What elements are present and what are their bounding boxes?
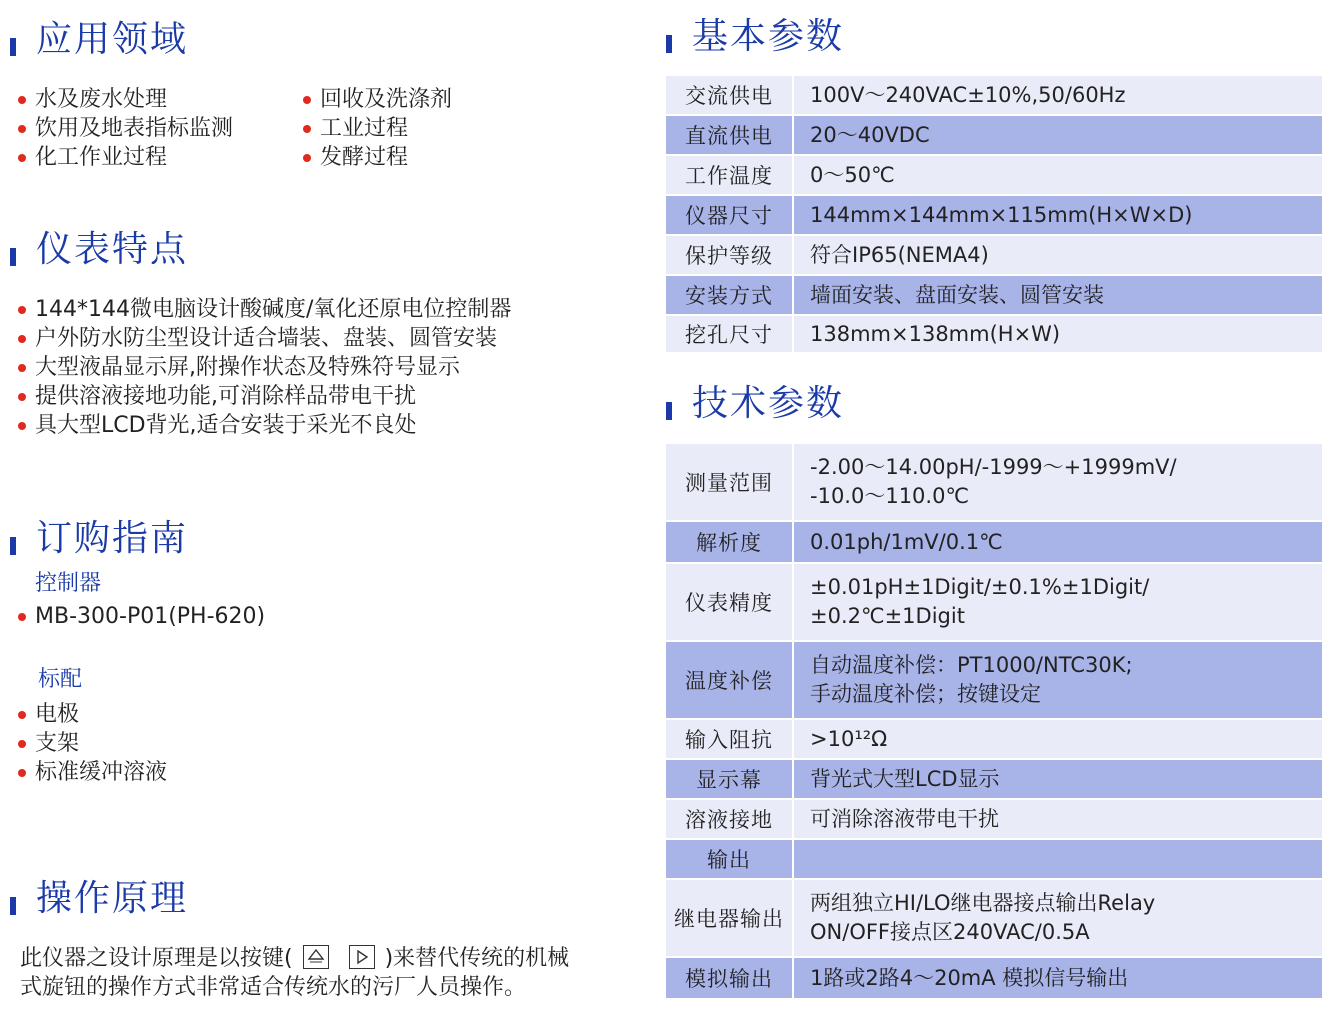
param-key: 输入阻抗 [666,720,792,760]
table-row [666,316,1322,354]
play-key-icon [349,945,375,969]
table-row [666,444,1322,522]
menu-key-icon [303,945,329,969]
list-item: 户外防水防尘型设计适合墙装、盘装、圆管安装 [18,324,511,353]
param-value [792,720,1322,760]
param-key: 显示幕 [666,760,792,800]
param-value-line1: -2.00～14.00pH/-1999～+1999mV/ [810,455,1177,479]
param-key: 继电器输出 [666,880,792,958]
tech-params-table [666,444,1322,1000]
heading-bar [10,897,16,915]
param-key: 测量范围 [666,444,792,522]
param-key: 安装方式 [666,276,792,316]
param-key: 直流供电 [666,116,792,156]
param-value [792,880,1322,958]
param-key: 解析度 [666,522,792,564]
table-row [666,236,1322,276]
standard-list [18,700,167,787]
list-item: 工业过程 [303,114,452,143]
list-item: 144*144微电脑设计酸碱度/氧化还原电位控制器 [18,295,511,324]
table-row [666,958,1322,1000]
section-title: 订购指南 [36,518,189,559]
list-item: 回收及洗涤剂 [303,85,452,114]
param-value [792,958,1322,1000]
section-principle [10,877,188,921]
principle-text-line2: 式旋钮的操作方式非常适合传统水的污厂人员操作。 [20,975,527,1000]
param-value: 100V～240VAC±10%,50/60Hz [792,76,1322,116]
param-value [792,564,1322,642]
param-value: 144mm×144mm×115mm(H×W×D) [792,196,1322,236]
param-value-line1: 1路或2路4～20mA 模拟信号输出 [810,965,1129,990]
list-item: 水及废水处理 [18,85,233,114]
param-value-line1: 两组独立HI/LO继电器接点输出Relay [810,891,1156,915]
param-value-line1: ±0.01pH±1Digit/±0.1%±1Digit/ [810,575,1150,599]
section-title: 应用领域 [36,19,189,60]
section-application [10,18,188,62]
param-key: 交流供电 [666,76,792,116]
section-title: 技术参数 [692,383,845,424]
param-value [792,840,1322,880]
principle-text-start: 此仪器之设计原理是以按键( [20,946,293,971]
list-item: 具大型LCD背光,适合安装于采光不良处 [18,411,511,440]
section-basic-params [666,15,844,59]
application-list-col2 [303,85,452,172]
list-item: 饮用及地表指标监测 [18,114,233,143]
features-list [18,295,511,440]
param-value-line1: 背光式大型LCD显示 [810,766,1000,791]
table-row [666,522,1322,564]
param-value [792,522,1322,564]
param-key: 溶液接地 [666,800,792,840]
param-key: 保护等级 [666,236,792,276]
param-value-line1: 0.01ph/1mV/0.1℃ [810,529,1003,554]
list-item: 发酵过程 [303,143,452,172]
param-key: 仪器尺寸 [666,196,792,236]
param-value: 符合IP65(NEMA4) [792,236,1322,276]
heading-bar [10,248,16,266]
section-title: 操作原理 [36,878,189,919]
section-tech-params [666,382,844,426]
list-item: 提供溶液接地功能,可消除样品带电干扰 [18,382,511,411]
table-row [666,276,1322,316]
param-value-line2: -10.0～110.0℃ [810,484,970,508]
list-item: MB-300-P01(PH-620) [18,602,265,631]
param-value [792,642,1322,720]
heading-bar [10,537,16,555]
table-row [666,564,1322,642]
param-value-line2: 手动温度补偿；按键设定 [810,682,1041,706]
heading-bar [10,38,16,56]
list-item: 标准缓冲溶液 [18,758,167,787]
table-row [666,880,1322,958]
param-value: 墙面安装、盘面安装、圆管安装 [792,276,1322,316]
section-features [10,228,188,272]
principle-text-end: )来替代传统的机械 [384,946,570,971]
param-value-line1: 可消除溶液带电干扰 [810,806,999,831]
section-title: 仪表特点 [36,229,189,270]
list-item: 支架 [18,729,167,758]
param-value-line2: ON/OFF接点区240VAC/0.5A [810,920,1090,944]
param-key: 挖孔尺寸 [666,316,792,354]
param-value-line1: 自动温度补偿：PT1000/NTC30K; [810,653,1133,677]
table-row [666,196,1322,236]
param-value [792,800,1322,840]
param-value: 20～40VDC [792,116,1322,156]
table-row [666,800,1322,840]
heading-bar [666,402,672,420]
standard-label: 标配 [38,667,83,692]
table-row [666,760,1322,800]
param-key: 模拟输出 [666,958,792,1000]
list-item: 电极 [18,700,167,729]
heading-bar [666,35,672,53]
list-item: 化工作业过程 [18,143,233,172]
param-value-line1: >10¹²Ω [810,726,888,751]
table-row [666,76,1322,116]
principle-text [20,944,640,1002]
param-value: 0～50℃ [792,156,1322,196]
param-key: 输出 [666,840,792,880]
controller-list [18,602,265,631]
basic-params-table [666,76,1322,354]
section-ordering [10,517,188,561]
param-value [792,444,1322,522]
table-row [666,840,1322,880]
param-key: 温度补偿 [666,642,792,720]
param-value: 138mm×138mm(H×W) [792,316,1322,354]
list-item: 大型液晶显示屏,附操作状态及特殊符号显示 [18,353,511,382]
param-key: 仪表精度 [666,564,792,642]
application-list-col1 [18,85,233,172]
section-title: 基本参数 [692,16,845,57]
param-value-line2: ±0.2℃±1Digit [810,604,965,628]
table-row [666,116,1322,156]
param-value [792,760,1322,800]
table-row [666,720,1322,760]
table-row [666,642,1322,720]
param-key: 工作温度 [666,156,792,196]
table-row [666,156,1322,196]
controller-label: 控制器 [35,571,102,596]
